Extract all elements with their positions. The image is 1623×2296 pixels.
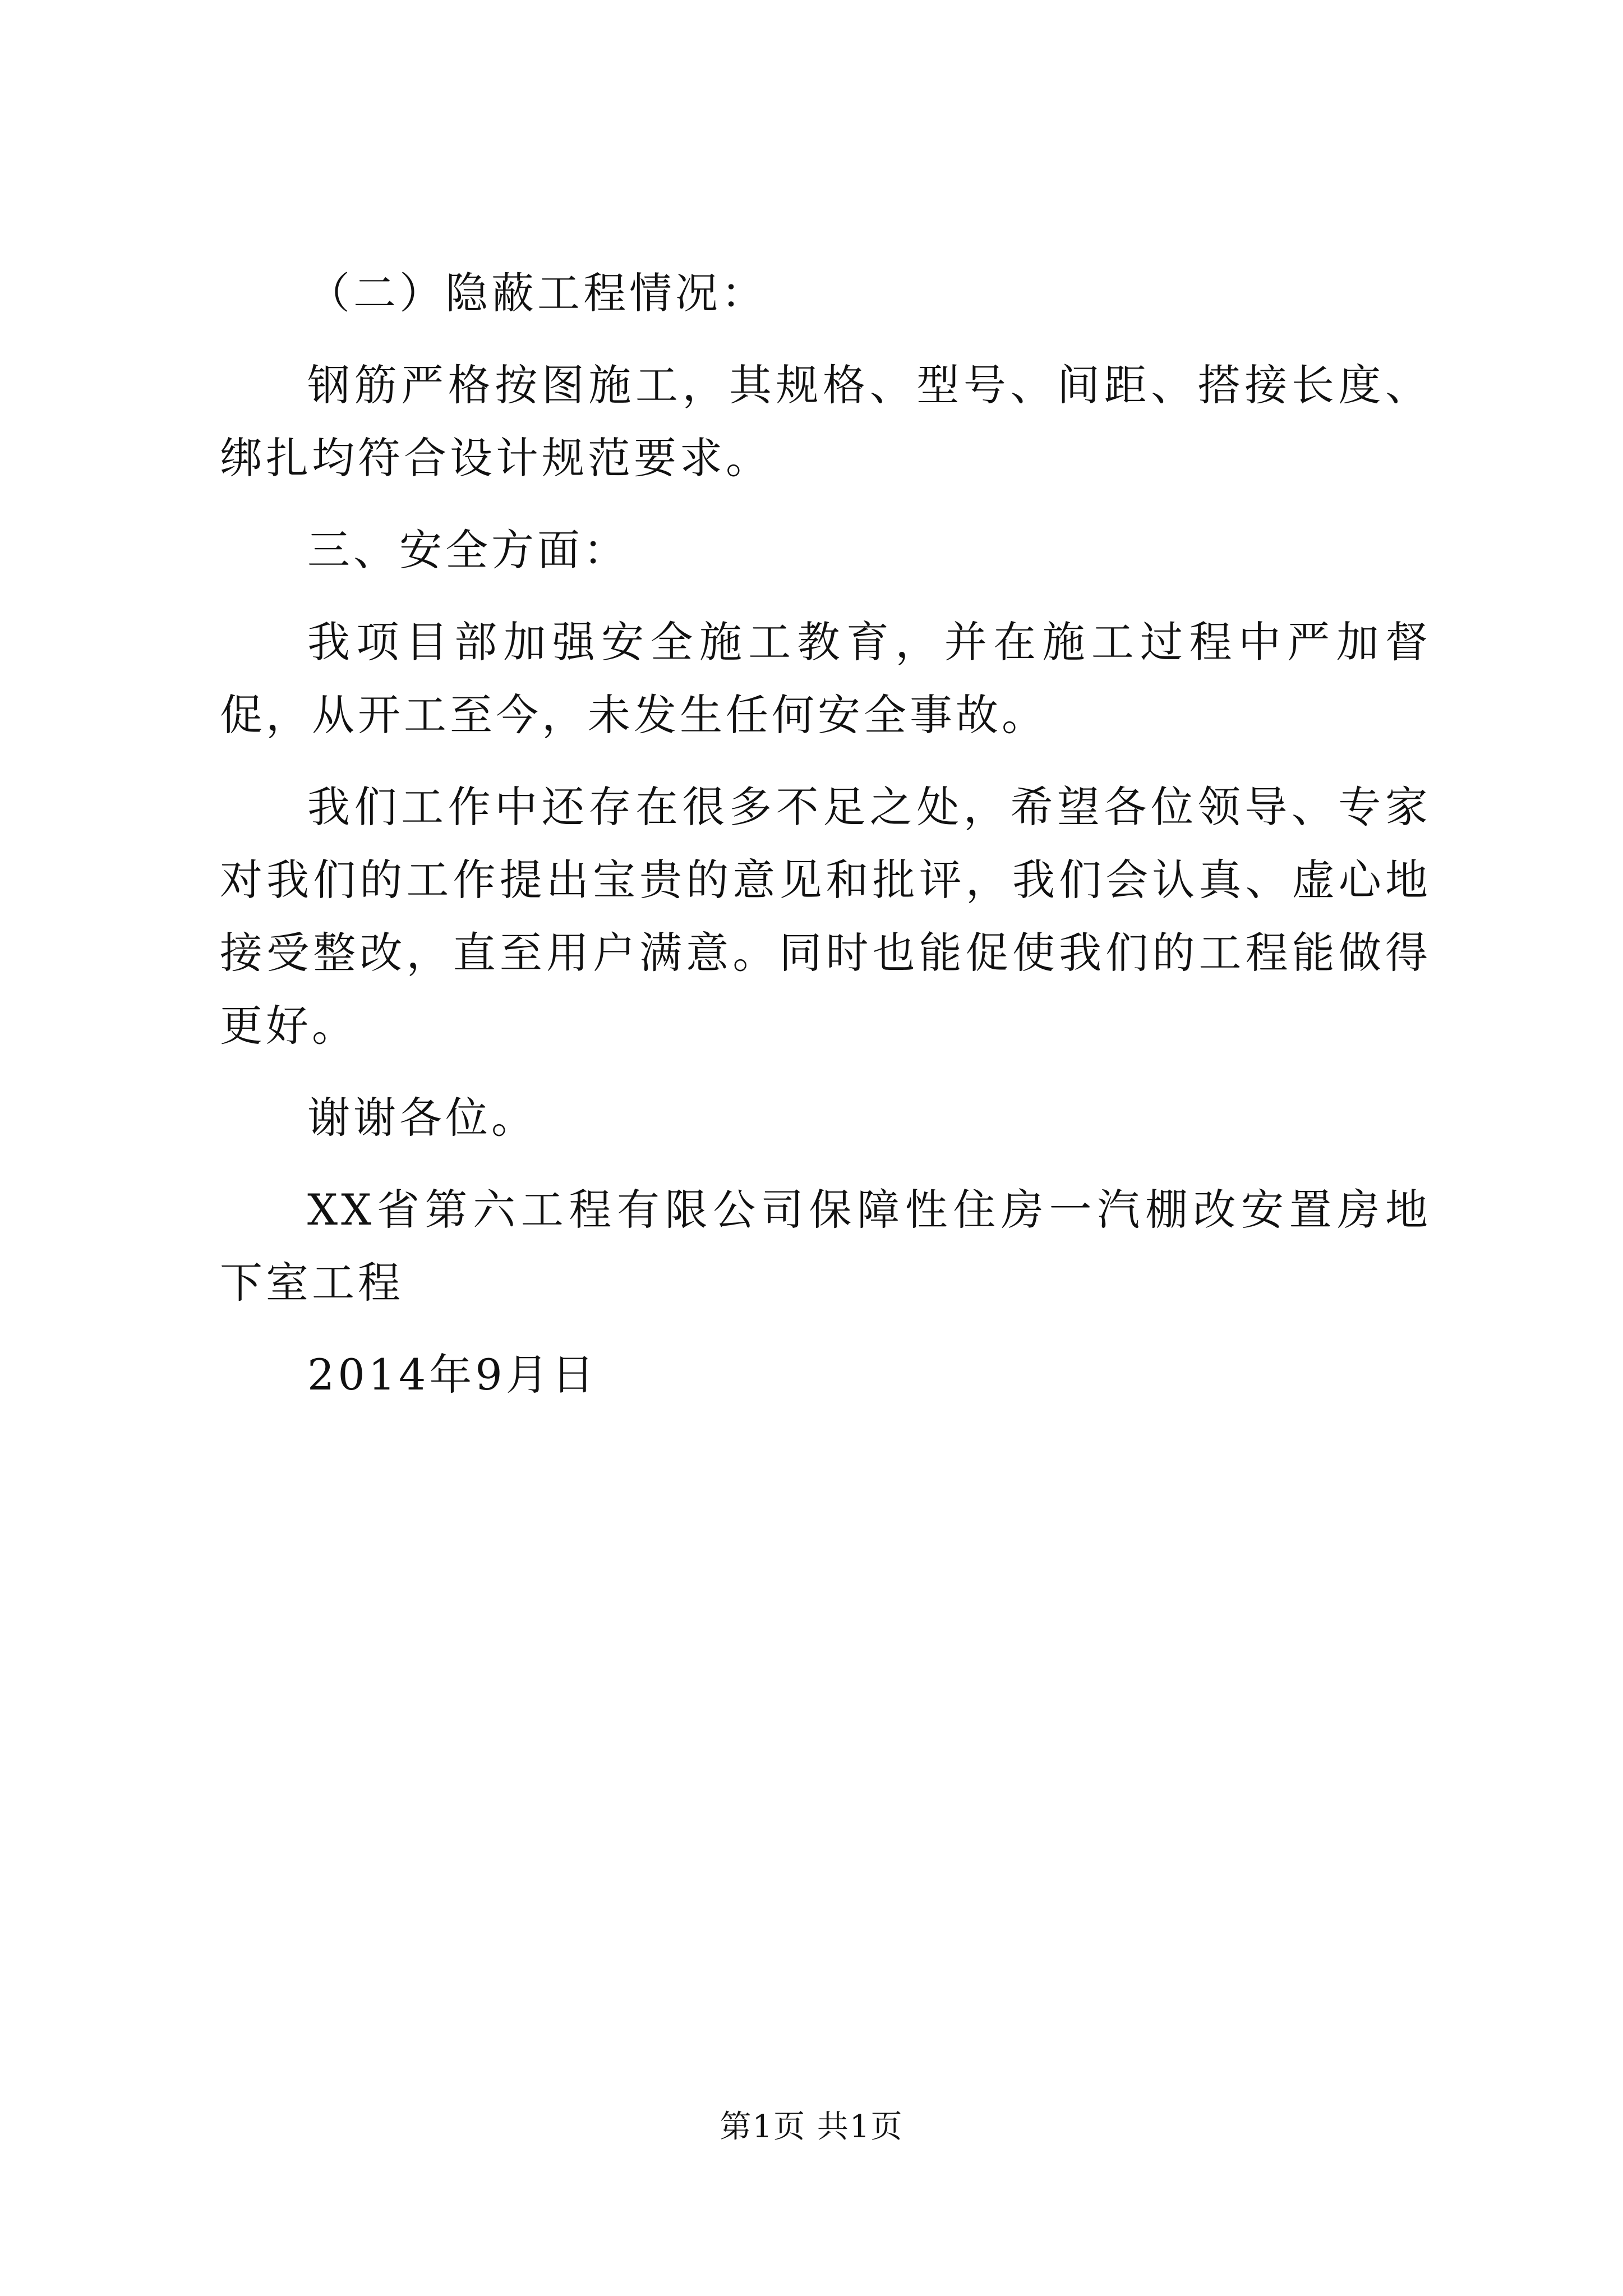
signature-company: XX省第六工程有限公司保障性住房一汽棚改安置房地下室工程: [220, 1185, 1431, 1308]
page-number-footer: 第1页 共1页: [720, 2109, 903, 2145]
signature-date: 2014年9月日: [307, 1350, 598, 1400]
paragraph-safety: 我项目部加强安全施工教育，并在施工过程中严加督促，从开工至今，未发生任何安全事故。: [220, 617, 1431, 740]
section-heading-safety: 三、安全方面：: [307, 525, 629, 575]
document-body: [220, 257, 1431, 1430]
paragraph-thanks: 谢谢各位。: [307, 1093, 537, 1143]
paragraph-rebar: 钢筋严格按图施工，其规格、型号、间距、搭接长度、绑扎均符合设计规范要求。: [220, 360, 1431, 483]
paragraph-shortcomings: 我们工作中还存在很多不足之处，希望各位领导、专家对我们的工作提出宝贵的意见和批评，我们会认真、虚心地接受整改，直至用户满意。同时也能促使我们的工程能做得更好。: [220, 782, 1431, 1051]
section-heading-hidden-works: （二）隐蔽工程情况：: [307, 268, 767, 318]
